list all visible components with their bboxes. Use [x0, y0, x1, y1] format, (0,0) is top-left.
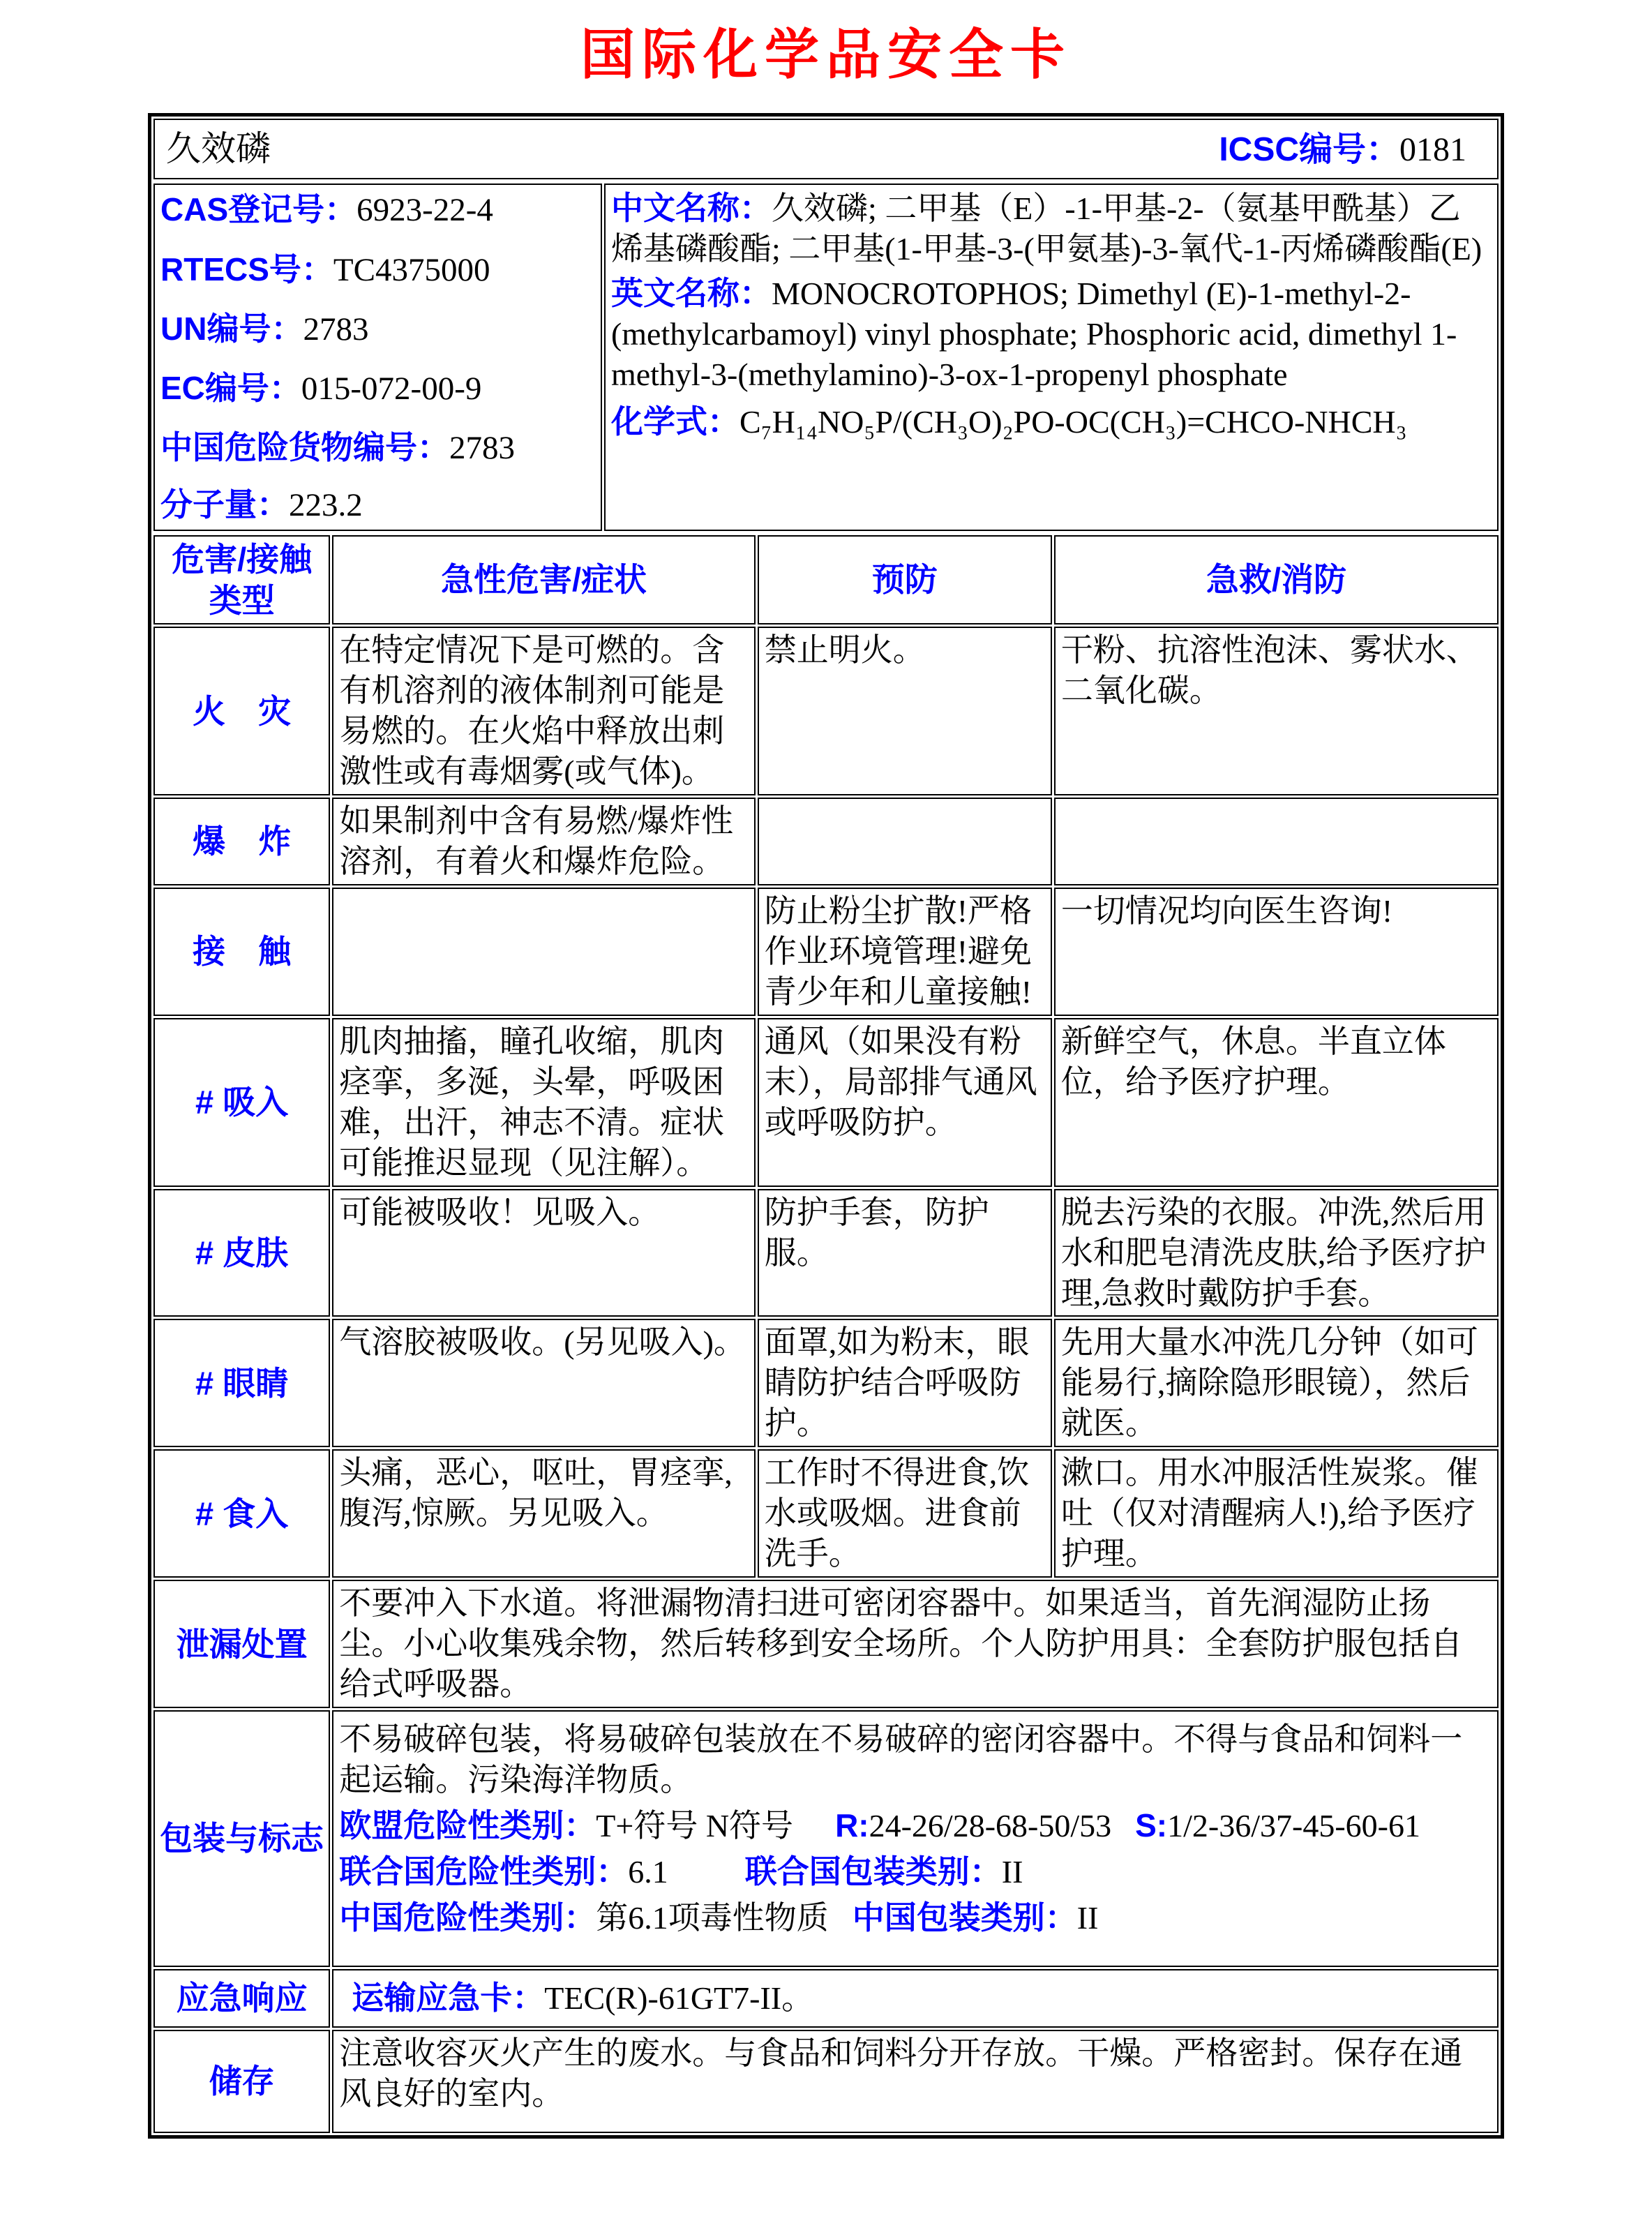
emergency-label: 应急响应 [153, 1969, 330, 2028]
un-hazard-class-value: 6.1 [628, 1853, 668, 1890]
name-header-cell [153, 119, 1499, 179]
s-phrases-value: 1/2-36/37-45-60-61 [1167, 1807, 1420, 1843]
rtecs-value: TC4375000 [333, 251, 490, 288]
fire-prevention: 禁止明火。 [758, 627, 1052, 795]
un-hazard-class-label: 联合国危险性类别： [339, 1853, 629, 1890]
fire-symptoms: 在特定情况下是可燃的。含有机溶剂的液体制剂可能是易燃的。在火焰中释放出刺激性或有毒烟雾(或气体)。 [332, 627, 755, 795]
hazard-row-inhalation [153, 1018, 1499, 1187]
emergency-content [332, 1969, 1499, 2028]
section-row-storage [153, 2030, 1499, 2133]
eu-class-value: T+符号 N符号 [596, 1807, 794, 1843]
exposure-symptoms [332, 888, 755, 1016]
rtecs-label: RTECS号： [160, 250, 333, 287]
formula-label: 化学式： [610, 403, 739, 440]
s-phrases-label: S: [1135, 1807, 1168, 1843]
cas-label: CAS登记号： [160, 191, 357, 228]
exposure-first-aid: 一切情况均向医生咨询! [1054, 888, 1499, 1016]
storage-label: 储存 [153, 2030, 330, 2133]
storage-text: 注意收容灭火产生的废水。与食品和饲料分开存放。干燥。严格密封。保存在通风良好的室内。 [332, 2030, 1499, 2133]
transport-card-label: 运输应急卡： [352, 1980, 545, 2017]
eu-class-label: 欧盟危险性类别： [339, 1807, 596, 1843]
icsc-label: ICSC编号： [1219, 131, 1399, 168]
chinese-name-value: 久效磷; 二甲基（E）-1-甲基-2-（氨基甲酰基）乙烯基磷酸酯; 二甲基(1-甲基-3-(甲氨基)-3-氧代-1-丙烯磷酸酯(E) [610, 190, 1482, 267]
header-prevention: 预防 [758, 535, 1052, 624]
eyes-prevention: 面罩,如为粉末，眼睛防护结合呼吸防护。 [758, 1319, 1052, 1447]
identifiers-cell [153, 184, 602, 530]
name-header-content [166, 127, 1486, 171]
skin-first-aid: 脱去污染的衣服。冲洗,然后用水和肥皂清洗皮肤,给予医疗护理,急救时戴防护手套。 [1054, 1189, 1499, 1317]
ingestion-type-label: # 食入 [153, 1449, 330, 1578]
name-header-table [151, 117, 1501, 181]
china-dg-value: 2783 [449, 430, 515, 467]
cn-hazard-class-label: 中国危险性类别： [339, 1899, 596, 1936]
formula-value: C₇H₁₄NO₅P/(CH₃O)₂PO-OC(CH₃)=CHCO-NHCH₃ [739, 404, 1407, 440]
spillage-text: 不要冲入下水道。将泄漏物清扫进可密闭容器中。如果适当，首先润湿防止扬尘。小心收集残余物，然后转移到安全场所。个人防护用具：全套防护服包括自给式呼吸器。 [332, 1580, 1499, 1708]
section-row-emergency [153, 1969, 1499, 2028]
chinese-name-line [611, 188, 1492, 269]
header-hazard-type: 危害/接触类型 [153, 535, 330, 624]
english-name-line [611, 274, 1492, 395]
rtecs-number [160, 250, 595, 291]
icsc-number [1219, 129, 1486, 171]
section-row-packaging [153, 1710, 1499, 1967]
skin-type-label: # 皮肤 [153, 1189, 330, 1317]
cn-classification-line [339, 1898, 1492, 1938]
ingestion-symptoms: 头痛，恶心，呕吐，胃痉挛,腹泻,惊厥。另见吸入。 [332, 1449, 755, 1578]
hazard-table [151, 533, 1501, 2135]
header-first-aid-fire: 急救/消防 [1054, 535, 1499, 624]
un-number [160, 309, 595, 350]
page-title: 国际化学品安全卡 [580, 24, 1072, 85]
packaging-content [332, 1710, 1499, 1967]
hazard-row-exposure [153, 888, 1499, 1016]
un-pack-group-label: 联合国包装类别： [744, 1853, 1002, 1890]
spillage-label: 泄漏处置 [153, 1580, 330, 1708]
card-frame [148, 113, 1504, 2139]
identifiers-list [160, 187, 595, 527]
name-header-row [153, 119, 1499, 179]
chinese-name-label: 中文名称： [610, 190, 772, 227]
packaging-text: 不易破碎包装，将易破碎包装放在不易破碎的密闭容器中。不得与食品和饲料一起运输。污染海洋物质。 [339, 1721, 1463, 1797]
un-label: UN编号： [160, 310, 303, 347]
explosion-first-aid [1054, 798, 1499, 885]
inhalation-first-aid: 新鲜空气，休息。半直立体位，给予医疗护理。 [1054, 1018, 1499, 1187]
cas-number [160, 190, 595, 231]
identity-row [153, 184, 1499, 530]
ingestion-first-aid: 漱口。用水冲服活性炭浆。催吐（仅对清醒病人!),给予医疗护理。 [1054, 1449, 1499, 1578]
eu-classification-line [339, 1806, 1492, 1846]
molecular-weight-label: 分子量： [160, 486, 289, 523]
cn-pack-group-value: II [1076, 1899, 1099, 1936]
fire-first-aid: 干粉、抗溶性泡沫、雾状水、二氧化碳。 [1054, 627, 1499, 795]
transport-card-value: TEC(R)-61GT7-II。 [544, 1980, 814, 2017]
explosion-type-label: 爆 炸 [153, 798, 330, 885]
cn-hazard-class-value: 第6.1项毒性物质 [596, 1899, 829, 1936]
header-acute-symptoms: 急性危害/症状 [332, 535, 755, 624]
skin-prevention: 防护手套，防护服。 [758, 1189, 1052, 1317]
chemical-name: 久效磷 [166, 129, 271, 168]
molecular-weight [160, 485, 595, 526]
r-phrases-label: R: [835, 1807, 869, 1843]
identity-table [151, 181, 1501, 532]
exposure-type-label: 接 触 [153, 888, 330, 1016]
china-dg-label: 中国危险货物编号： [160, 429, 449, 466]
hazard-header-row [153, 535, 1499, 624]
ingestion-prevention: 工作时不得进食,饮水或吸烟。进食前洗手。 [758, 1449, 1052, 1578]
formula-line [611, 402, 1492, 442]
english-name-value: MONOCROTOPHOS; Dimethyl (E)-1-methyl-2-(methylcarbamoyl) vinyl phosphate; Phosphoric acid, dimethyl 1-methyl-3-(methylamino)-3-ox-1-propenyl phosphate [610, 276, 1457, 393]
ec-value: 015-072-00-9 [301, 371, 482, 407]
ec-label: EC编号： [160, 370, 301, 407]
explosion-prevention [758, 798, 1052, 885]
eyes-symptoms: 气溶胶被吸收。(另见吸入)。 [332, 1319, 755, 1447]
molecular-weight-value: 223.2 [289, 486, 363, 523]
inhalation-type-label: # 吸入 [153, 1018, 330, 1187]
ec-number [160, 368, 595, 410]
hazard-row-fire [153, 627, 1499, 795]
skin-symptoms: 可能被吸收！见吸入。 [332, 1189, 755, 1317]
hazard-row-explosion [153, 798, 1499, 885]
eyes-first-aid: 先用大量水冲洗几分钟（如可能易行,摘除隐形眼镜），然后就医。 [1054, 1319, 1499, 1447]
section-row-spillage [153, 1580, 1499, 1708]
names-cell [604, 184, 1499, 530]
english-name-label: 英文名称： [610, 275, 772, 312]
icsc-value: 0181 [1399, 131, 1466, 168]
hazard-row-eyes [153, 1319, 1499, 1447]
hazard-row-ingestion [153, 1449, 1499, 1578]
r-phrases-value: 24-26/28-68-50/53 [869, 1807, 1112, 1843]
un-value: 2783 [303, 311, 369, 347]
inhalation-symptoms: 肌肉抽搐，瞳孔收缩，肌肉痉挛，多涎，头晕，呼吸困难，出汗，神志不清。症状可能推迟显现（见注解）。 [332, 1018, 755, 1187]
safety-card-page [0, 11, 1652, 2139]
un-pack-group-value: II [1001, 1853, 1023, 1890]
eyes-type-label: # 眼睛 [153, 1319, 330, 1447]
cn-pack-group-label: 中国包装类别： [852, 1899, 1077, 1936]
fire-type-label: 火 灾 [153, 627, 330, 795]
cas-value: 6923-22-4 [356, 192, 493, 229]
exposure-prevention: 防止粉尘扩散!严格作业环境管理!避免青少年和儿童接触! [758, 888, 1052, 1016]
un-classification-line [339, 1852, 1492, 1892]
packaging-label: 包装与标志 [153, 1710, 330, 1967]
hazard-row-skin [153, 1189, 1499, 1317]
inhalation-prevention: 通风（如果没有粉末），局部排气通风或呼吸防护。 [758, 1018, 1052, 1187]
china-dg-number [160, 428, 595, 469]
explosion-symptoms: 如果制剂中含有易燃/爆炸性溶剂，有着火和爆炸危险。 [332, 798, 755, 885]
